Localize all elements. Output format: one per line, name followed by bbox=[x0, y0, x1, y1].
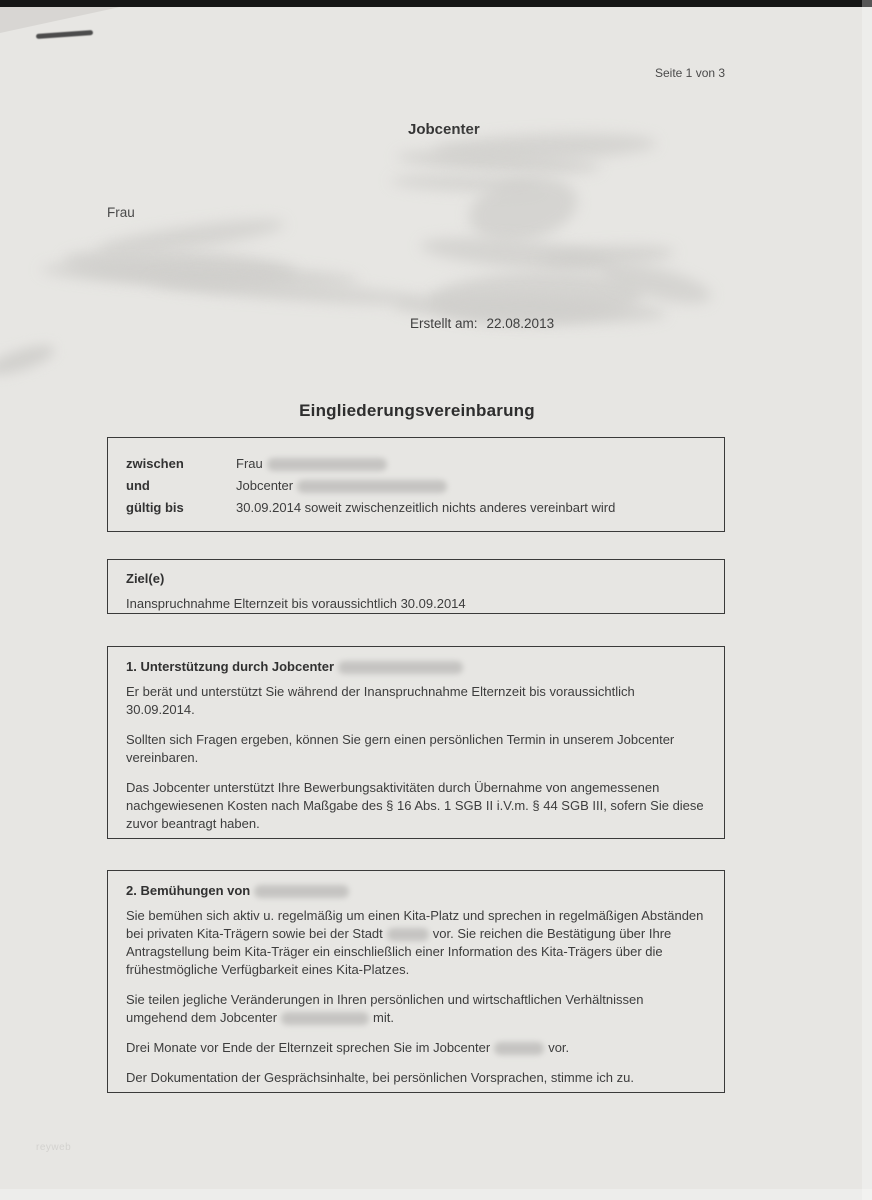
scan-edge-light-bottom bbox=[0, 1189, 872, 1200]
recipient-salutation: Frau bbox=[107, 205, 135, 220]
section-2-paragraph: Sie bemühen sich aktiv u. regelmäßig um einen Kita-Platz und sprechen in regelmäßigen Abständen bei privaten Kita-Trägern sowie bei der Stadt vor. Sie reichen die Bestätigung über Ihre Antragstellung beim Kita-Träger ein einschließlich einer Information des Kita-Trägers über die frühestmögliche Verfügbarkeit eines Kita-Platzes. bbox=[126, 908, 704, 977]
section-2-box bbox=[107, 870, 725, 1093]
parties-row-label: zwischen bbox=[126, 456, 184, 471]
redaction-smudge bbox=[387, 928, 429, 941]
section-1-box bbox=[107, 646, 725, 839]
section-1-paragraph: Das Jobcenter unterstützt Ihre Bewerbungsaktivitäten durch Übernahme von angemessenen nachgewiesenen Kosten nach Maßgabe des § 16 Abs. 1 SGB II i.V.m. § 44 SGB III, sofern Sie diese zuvor beantragt haben. bbox=[126, 780, 704, 831]
section-2-paragraph: Der Dokumentation der Gesprächsinhalte, bei persönlichen Vorsprachen, stimme ich zu. bbox=[126, 1070, 634, 1085]
section-2-paragraph: Sie teilen jegliche Veränderungen in Ihren persönlichen und wirtschaftlichen Verhältnissen umgehend dem Jobcenter mit. bbox=[126, 992, 644, 1025]
parties-row-value: Jobcenter bbox=[236, 475, 706, 497]
parties-row-label: und bbox=[126, 478, 150, 493]
section-1-heading: 1. Unterstützung durch Jobcenter bbox=[126, 657, 706, 676]
redaction-smudge bbox=[254, 885, 349, 898]
section-1-paragraph: Sollten sich Fragen ergeben, können Sie gern einen persönlichen Termin in unserem Jobcenter vereinbaren. bbox=[126, 732, 675, 765]
goals-heading: Ziel(e) bbox=[126, 571, 165, 586]
section-1-paragraph: Er berät und unterstützt Sie während der Inanspruchnahme Elternzeit bis voraussichtlich 30.09.2014. bbox=[126, 684, 635, 717]
document-title: Eingliederungsvereinbarung bbox=[299, 401, 535, 420]
parties-row-label: gültig bis bbox=[126, 500, 184, 515]
goals-box bbox=[107, 559, 725, 614]
org-name: Jobcenter bbox=[408, 121, 480, 138]
parties-row bbox=[126, 475, 706, 497]
scan-edge-bar bbox=[0, 0, 872, 7]
section-2-paragraph: Drei Monate vor Ende der Elternzeit sprechen Sie im Jobcenter vor. bbox=[126, 1040, 570, 1055]
parties-row-value: Frau bbox=[236, 453, 706, 475]
scan-edge-light-right bbox=[862, 0, 872, 1200]
redaction-smudge bbox=[267, 458, 387, 471]
goals-text: Inanspruchnahme Elternzeit bis voraussichtlich 30.09.2014 bbox=[126, 596, 466, 611]
created-date: 22.08.2013 bbox=[486, 316, 555, 331]
redaction-smudge bbox=[494, 1042, 544, 1055]
created-label: Erstellt am: bbox=[410, 316, 478, 331]
created-line bbox=[410, 316, 554, 331]
scan-corner-shadow bbox=[0, 7, 120, 33]
redaction-smudge bbox=[281, 1012, 369, 1025]
redaction-smudge bbox=[297, 480, 447, 493]
page-indicator: Seite 1 von 3 bbox=[655, 66, 726, 80]
scan-smudge-artifact bbox=[0, 340, 57, 381]
section-2-heading: 2. Bemühungen von bbox=[126, 881, 706, 900]
watermark: reyweb bbox=[36, 1142, 72, 1153]
parties-row bbox=[126, 497, 706, 519]
parties-row bbox=[126, 453, 706, 475]
parties-row-value: 30.09.2014 soweit zwischenzeitlich nichts anderes vereinbart wird bbox=[236, 500, 616, 515]
parties-box bbox=[107, 437, 725, 532]
redaction-smudge bbox=[338, 661, 463, 674]
